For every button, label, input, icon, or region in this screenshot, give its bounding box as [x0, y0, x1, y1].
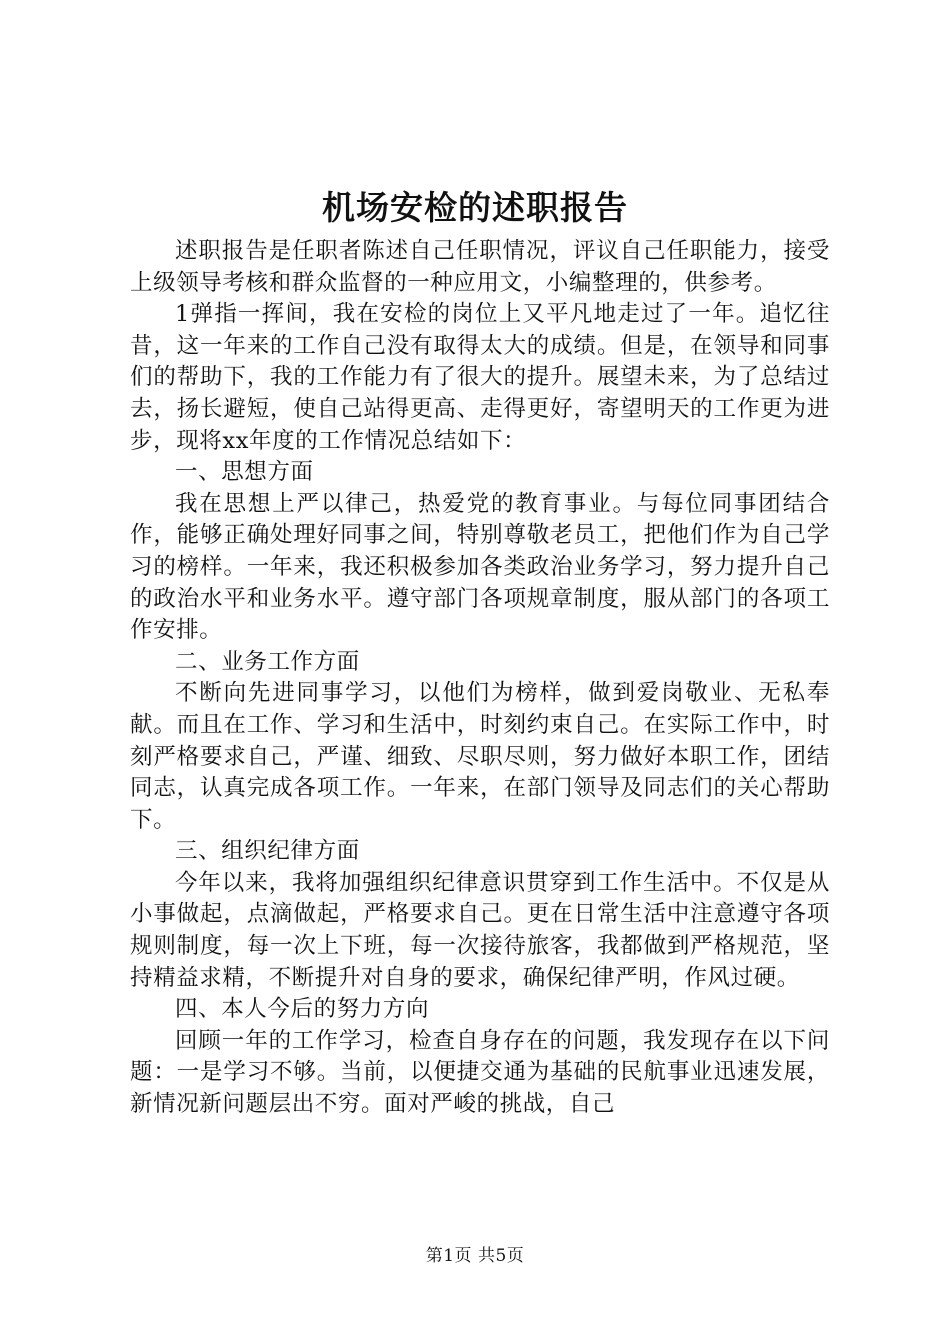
section-heading-future: 四、本人今后的努力方向 [175, 996, 430, 1023]
paragraph-work: 不断向先进同事学习，以他们为榜样，做到爱岗敬业、无私奉献。而且在工作、学习和生活中，时刻约束自己。在实际工作中，时刻严格要求自己，严谨、细致、尽职尽则，努力做好本职工作，团结同志，认真完成各项工作。一年来，在部门领导及同志们的关心帮助下。 [130, 680, 830, 833]
page-number-footer: 第1页 共5页 [425, 1246, 525, 1266]
document-body [130, 236, 830, 1121]
section-heading-discipline: 三、组织纪律方面 [175, 838, 360, 865]
paragraph-intro: 述职报告是任职者陈述自己任职情况，评议自己任职能力，接受上级领导考核和群众监督的一种应用文，小编整理的，供参考。 [130, 238, 830, 296]
paragraph-overview: 1弹指一挥间，我在安检的岗位上又平凡地走过了一年。追忆往昔，这一年来的工作自己没有取得太大的成绩。但是，在领导和同事们的帮助下，我的工作能力有了很大的提升。展望未来，为了总结过去，扬长避短，使自己站得更高、走得更好，寄望明天的工作更为进步，现将xx年度的工作情况总结如下： [130, 301, 830, 454]
section-heading-work: 二、业务工作方面 [175, 648, 360, 675]
paragraph-future: 回顾一年的工作学习，检查自身存在的问题，我发现存在以下问题：一是学习不够。当前，以便捷交通为基础的民航事业迅速发展，新情况新问题层出不穷。面对严峻的挑战，自己 [130, 1027, 830, 1118]
paragraph-discipline: 今年以来，我将加强组织纪律意识贯穿到工作生活中。不仅是从小事做起，点滴做起，严格要求自己。更在日常生活中注意遵守各项规则制度，每一次上下班，每一次接待旅客，我都做到严格规范，坚持精益求精，不断提升对自身的要求，确保纪律严明，作风过硬。 [130, 869, 830, 991]
section-heading-thought: 一、思想方面 [175, 459, 314, 486]
paragraph-thought: 我在思想上严以律己，热爱党的教育事业。与每位同事团结合作，能够正确处理好同事之间，特别尊敬老员工，把他们作为自己学习的榜样。一年来，我还积极参加各类政治业务学习，努力提升自己的政治水平和业务水平。遵守部门各项规章制度，服从部门的各项工作安排。 [130, 490, 830, 644]
document-title: 机场安检的述职报告 [322, 188, 628, 227]
